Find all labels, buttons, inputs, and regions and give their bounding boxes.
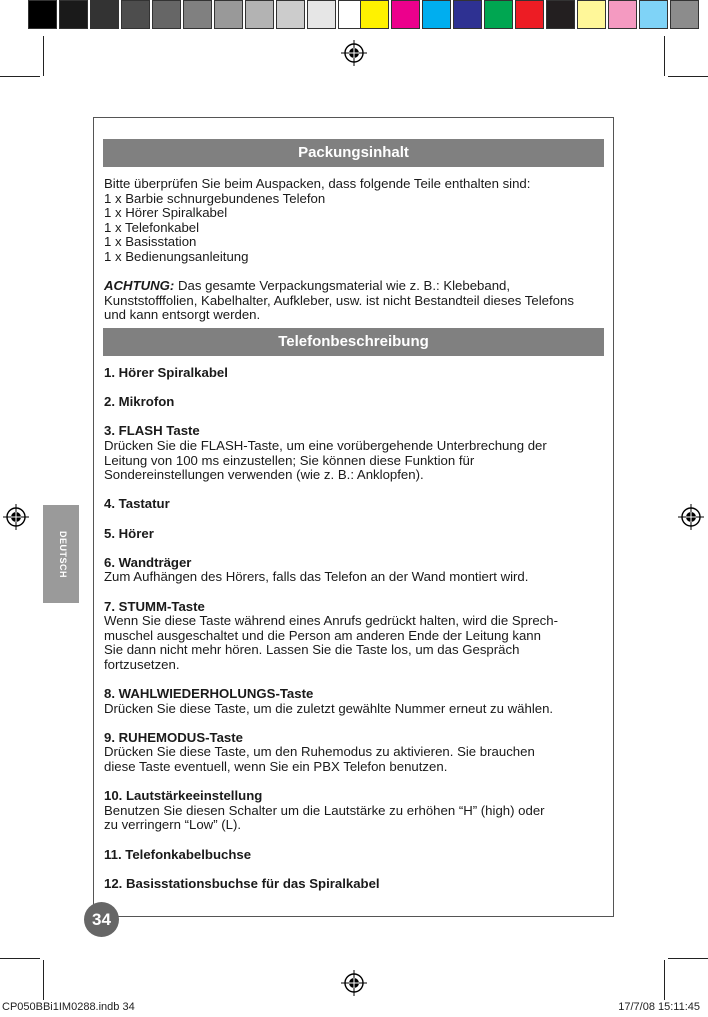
process-swatch (360, 0, 389, 29)
packungsinhalt-item: 1 x Basisstation (104, 234, 197, 250)
registration-mark-right-icon (678, 504, 704, 530)
page-number: 34 (84, 902, 119, 937)
process-swatch (453, 0, 482, 29)
process-swatch (422, 0, 451, 29)
language-side-tab-label: DEUTSCH (58, 531, 68, 579)
description-item-title: 6. Wandträger (104, 554, 192, 570)
achtung-label: ACHTUNG: (104, 278, 175, 294)
grayscale-swatch (245, 0, 274, 29)
crop-mark-top-right-h (668, 76, 708, 77)
crop-mark-top-left-v (43, 36, 44, 76)
description-item-title: 2. Mikrofon (104, 394, 175, 410)
grayscale-swatch (121, 0, 150, 29)
description-item-title: 4. Tastatur (104, 496, 170, 512)
description-item-title: 7. STUMM-Taste (104, 598, 205, 614)
grayscale-swatch (152, 0, 181, 29)
description-item-text: Drücken Sie diese Taste, um die zuletzt gewählte Nummer erneut zu wählen. (104, 700, 554, 716)
grayscale-color-bar (28, 0, 369, 32)
process-swatch (639, 0, 668, 29)
crop-mark-bottom-right-v (664, 960, 665, 1000)
grayscale-swatch (214, 0, 243, 29)
process-swatch (670, 0, 699, 29)
description-item-title: 10. Lautstärkeeinstellung (104, 788, 263, 804)
telefonbeschreibung-content (104, 366, 614, 891)
description-item-title: 11. Telefonkabelbuchse (104, 846, 252, 862)
grayscale-swatch (90, 0, 119, 29)
crop-mark-bottom-left-h (0, 958, 40, 959)
footer-file-info: CP050BBi1IM0288.indb 34 (2, 1001, 135, 1013)
grayscale-swatch (307, 0, 336, 29)
crop-mark-top-right-v (664, 36, 665, 76)
packungsinhalt-content (104, 177, 614, 323)
process-color-bar (360, 0, 701, 32)
process-swatch (546, 0, 575, 29)
section-header-packungsinhalt: Packungsinhalt (103, 139, 604, 167)
process-swatch (391, 0, 420, 29)
description-item-text: Drücken Sie diese Taste, um den Ruhemodus zu aktivieren. Sie brauchen diese Taste eventuell, wenn Sie ein PBX Telefon benutzen. (104, 744, 535, 775)
description-item-title: 3. FLASH Taste (104, 423, 200, 439)
description-item-title: 5. Hörer (104, 525, 154, 541)
achtung-text: Das gesamte Verpackungsmaterial wie z. B.: Klebeband, Kunststofffolien, Kabelhalter, Aufkleber, usw. ist nicht Bestandteil dieses Telefons und kann entsorgt werden. (104, 278, 574, 323)
process-swatch (577, 0, 606, 29)
grayscale-swatch (28, 0, 57, 29)
description-item-title: 8. WAHLWIEDERHOLUNGS-Taste (104, 686, 314, 702)
description-item-text: Benutzen Sie diesen Schalter um die Lautstärke zu erhöhen “H” (high) oder zu verringern “Low” (L). (104, 802, 545, 833)
description-item-text: Zum Aufhängen des Hörers, falls das Telefon an der Wand montiert wird. (104, 569, 529, 585)
grayscale-swatch (59, 0, 88, 29)
description-item-title: 12. Basisstationsbuchse für das Spiralkabel (104, 875, 380, 891)
packungsinhalt-item: 1 x Hörer Spiralkabel (104, 205, 228, 221)
grayscale-swatch (183, 0, 212, 29)
registration-mark-bottom-icon (341, 970, 367, 996)
packungsinhalt-item: 1 x Telefonkabel (104, 219, 200, 235)
registration-mark-left-icon (3, 504, 29, 530)
description-item-text: Drücken Sie die FLASH-Taste, um eine vorübergehende Unterbrechung der Leitung von 100 ms einzustellen; Sie können diese Funktion für Sondereinstellungen verwenden (wie z. B.: Anklopfen). (104, 437, 547, 483)
crop-mark-bottom-right-h (668, 958, 708, 959)
crop-mark-top-left-h (0, 76, 40, 77)
footer-timestamp: 17/7/08 15:11:45 (618, 1001, 700, 1013)
packungsinhalt-intro: Bitte überprüfen Sie beim Auspacken, dass folgende Teile enthalten sind: (104, 176, 531, 191)
description-item-title: 1. Hörer Spiralkabel (104, 365, 228, 380)
packungsinhalt-item: 1 x Bedienungsanleitung (104, 248, 249, 264)
grayscale-swatch (276, 0, 305, 29)
process-swatch (515, 0, 544, 29)
process-swatch (484, 0, 513, 29)
registration-mark-top-icon (341, 40, 367, 66)
crop-mark-bottom-left-v (43, 960, 44, 1000)
packungsinhalt-item: 1 x Barbie schnurgebundenes Telefon (104, 190, 326, 206)
process-swatch (608, 0, 637, 29)
description-item-text: Wenn Sie diese Taste während eines Anrufs gedrückt halten, wird die Sprech- muschel ausgeschaltet und die Person am anderen Ende der Leitung kann Sie dann nicht mehr hören. Lassen Sie die Taste los, um das Gespräch fortzusetzen. (104, 613, 559, 672)
description-item-title: 9. RUHEMODUS-Taste (104, 729, 243, 745)
achtung-note (104, 279, 574, 323)
section-header-telefonbeschreibung: Telefonbeschreibung (103, 328, 604, 356)
